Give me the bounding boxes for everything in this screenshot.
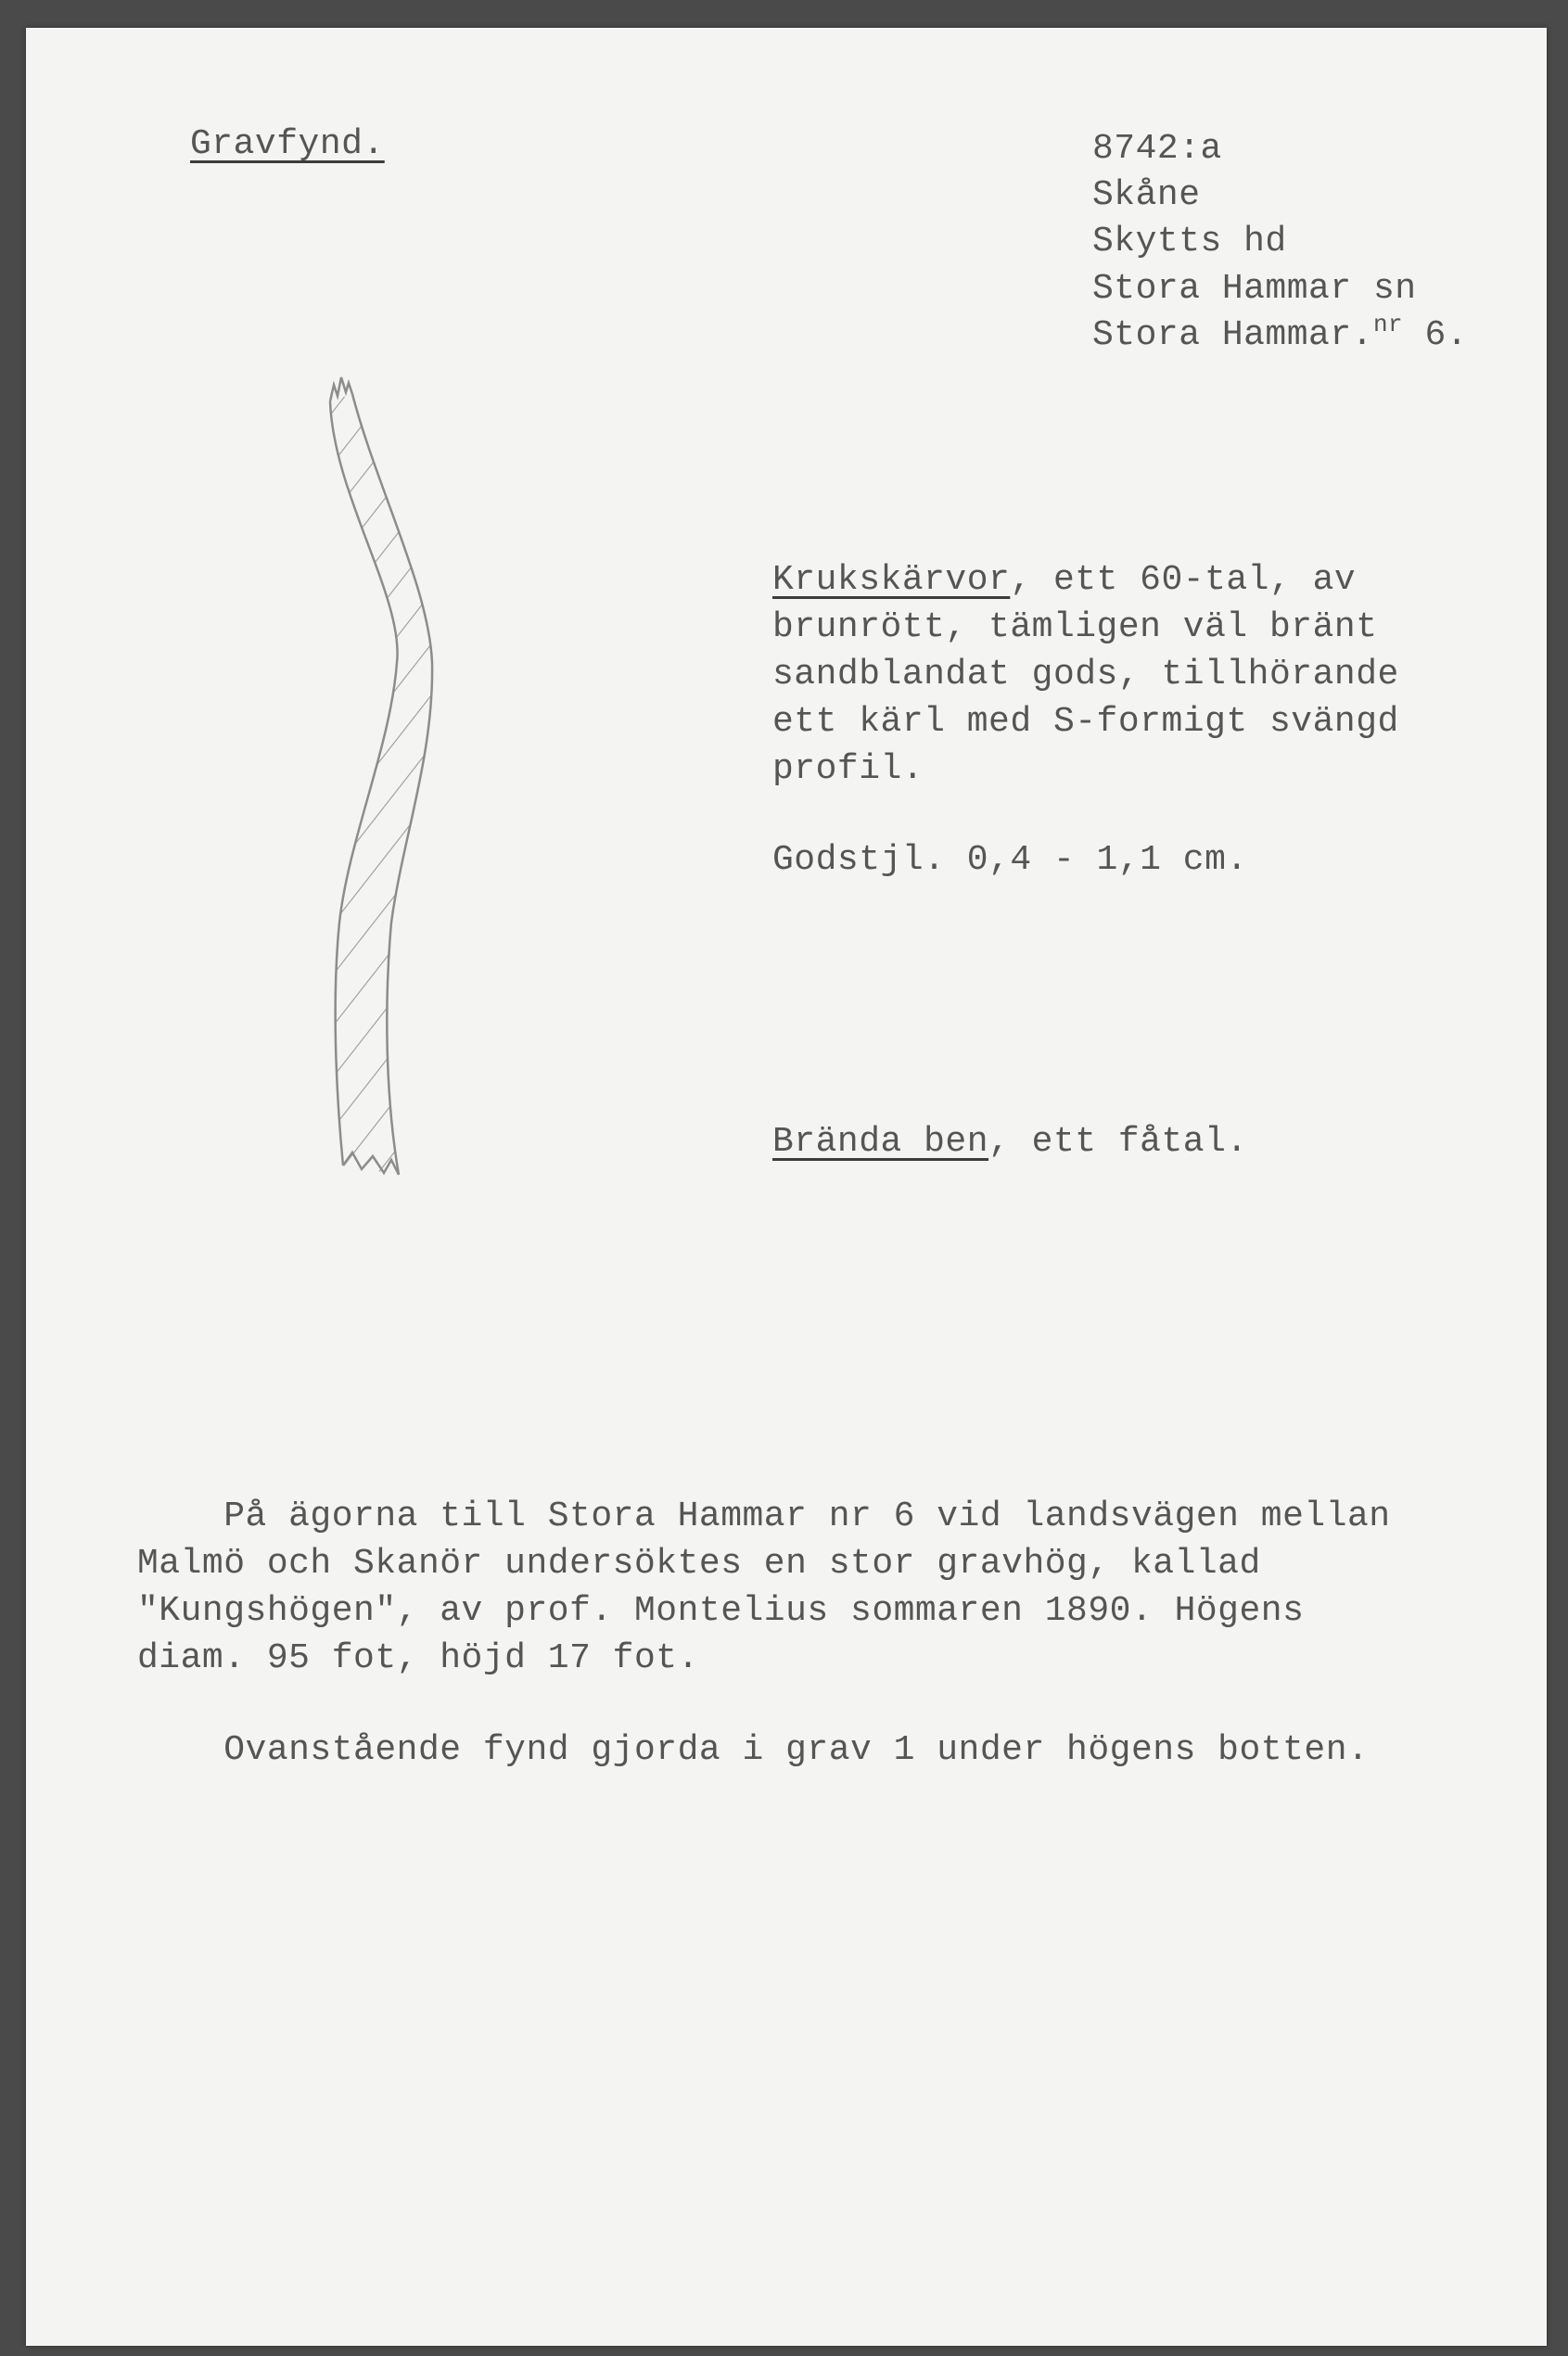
bones-label: Brända ben (772, 1122, 989, 1162)
province: Skåne (1092, 175, 1201, 215)
sherds-line-4: ett kärl med S-formigt svängd (772, 702, 1399, 742)
description-line-1: På ägorna till Stora Hammar nr 6 vid landsvägen mellan (137, 1496, 1391, 1536)
sherds-line-2: brunrött, tämligen väl bränt (772, 607, 1378, 647)
description-line-3: "Kungshögen", av prof. Montelius sommaren 1890. Högens (137, 1591, 1305, 1631)
sherds-line-5: profil. (772, 749, 924, 789)
site-line (1092, 312, 1468, 362)
parish: Stora Hammar sn (1092, 269, 1417, 309)
description-line-4: diam. 95 fot, höjd 17 fot. (137, 1638, 699, 1678)
pottery-sherd-profile-icon (295, 357, 434, 1210)
catalog-number: 8742:a (1092, 129, 1222, 169)
sherds-line-1: Krukskärvor, ett 60-tal, av (772, 560, 1357, 600)
closing-note: Ovanstående fynd gjorda i grav 1 under högens botten. (137, 1730, 1370, 1770)
wall-thickness: Godstjl. 0,4 - 1,1 cm. (772, 840, 1248, 880)
district: Skytts hd (1092, 222, 1287, 261)
sherds-label: Krukskärvor (772, 560, 1011, 600)
category-heading: Gravfynd. (190, 124, 385, 164)
site-name: Stora Hammar. (1092, 315, 1373, 355)
catalog-card (26, 28, 1547, 2346)
sherds-line-3: sandblandat gods, tillhörande (772, 655, 1399, 694)
bones-line: Brända ben, ett fåtal. (772, 1122, 1248, 1162)
description-line-2: Malmö och Skanör undersöktes en stor gravhög, kallad (137, 1544, 1261, 1584)
site-number-abbrev: nr (1372, 311, 1404, 338)
site-number: 6. (1424, 315, 1469, 355)
